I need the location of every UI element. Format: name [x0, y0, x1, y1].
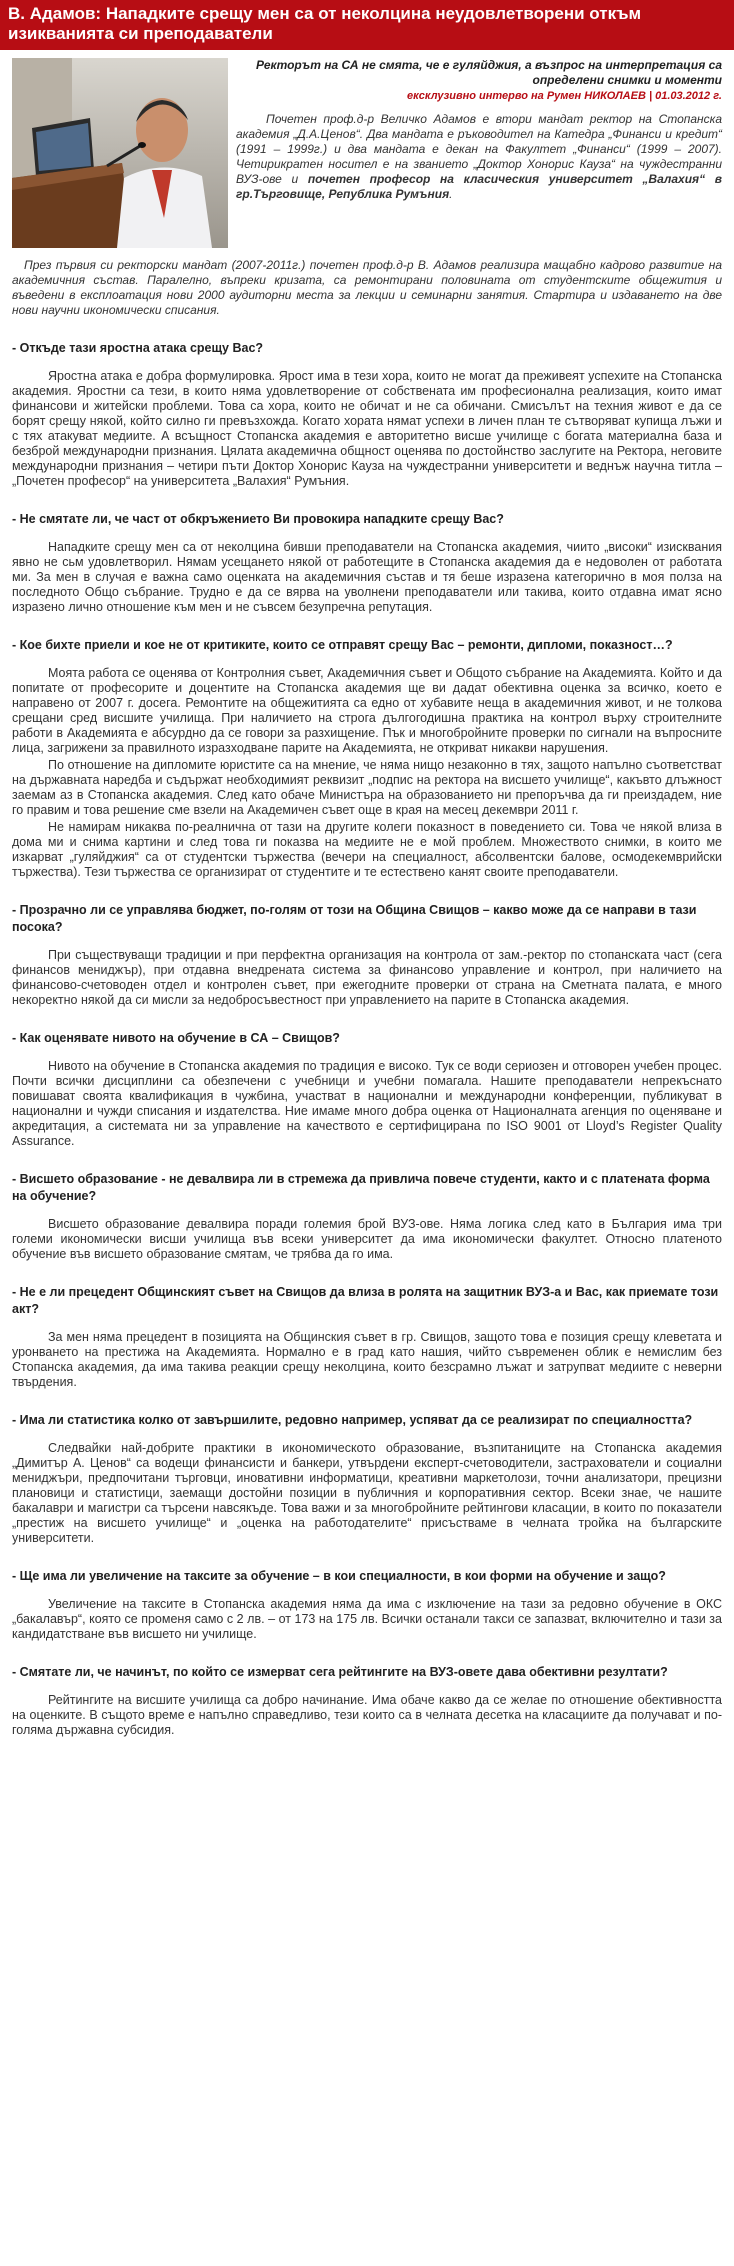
answer-paragraph: Рейтингите на висшите училища са добро начинание. Има обаче какво да се желае по отношение обективността на оценките. В същото време е напълно справедливо, тези които са в челната десетка на класациите да получават и по-голяма държавна субсидия. — [12, 1693, 722, 1737]
rector-photo — [12, 58, 228, 248]
qa-item — [12, 637, 722, 880]
answer-paragraph: При съществуващи традиции и при перфектна организация на контрола от зам.-ректор по стопанската част (сега финансов мениджър), при отдавна внедрената система за финансово управление и контрол, при наличието на финансово-счетоводен отдел и контролен съвет, при ежегодните проверки от страна на Сметната палата, е много некоректно някой да си мисли за недобросъвестност при управлението на парите в Стопанска академия. — [12, 948, 722, 1007]
interview-answer — [12, 948, 722, 1008]
interview-question: - Ще има ли увеличение на таксите за обучение – в кои специалности, в кои форми на обучение и защо? — [12, 1569, 666, 1583]
intro-text-bold: почетен професор на класическия университет „Валахия“ в гр.Търговище, Република Румъния — [236, 172, 723, 201]
article-title: В. Адамов: Нападките срещу мен са от неколцина неудовлетворени откъм изикванията си преподаватели — [0, 0, 734, 50]
qa-item — [12, 340, 722, 489]
rector-photo-illustration — [12, 58, 228, 248]
answer-paragraph: Моята работа се оценява от Контролния съвет, Академичния съвет и Общото събрание на Академията. Който и да попитате от професорите и доцентите на Стопанска академия ще ви дадат обективна оценка за всичко, което е направено от 2007 г. досега. Ремонтите на общежитията са едно от хубавите неща в академичния живот, и не толкова срещани сред висшите училища. При наличието на строга дългогодишна практика на контрол върху строителните работи в Академията е абсурдно да се говори за разхищение. Пък и многобройните проверки по сигнали на въпросните лица, загрижени за правилното изразходване парите на Академията, не откриват никакви нарушения. — [12, 666, 722, 755]
interview-answer — [12, 1693, 722, 1738]
qa-item — [12, 511, 722, 615]
intro-text-end: . — [449, 187, 453, 201]
qa-item — [12, 1568, 722, 1642]
answer-paragraph: Нивото на обучение в Стопанска академия по традиция е високо. Тук се води сериозен и отговорен учебен процес. Почти всички дисциплини са обезпечени с учебници и учебни помагала. Нашите преподаватели непрекъснато повишават своята квалификация в чужбина, участват в национални и международни конференции, публикуват в национални и чужди списания и издателства. Ние имаме много добра оценка от Националната агенция по оценяване и акредитация, а системата ни за управление на качеството е сертифицирана по ISO 9001 от Lloyd’s Register Quality Assurance. — [12, 1059, 722, 1148]
answer-paragraph: По отношение на дипломите юристите са на мнение, че няма нищо незаконно в тях, защото напълно съответстват на държавната наредба и съдържат необходимият реквизит „подпис на ректора на висшето училище“, какъвто длъжност заемам аз в Стопанска академия. След като обаче Министъра на образованието ни препоръчва да ги преиздадем, ние го правим и това решение сме взели на Академичен съвет още в края на месец декември 2011 г. — [12, 758, 722, 817]
qa-item — [12, 1284, 722, 1390]
interview-answer — [12, 666, 722, 880]
intro-text-start: Почетен проф.д-р Величко Адамов е втори мандат ректор на Стопанска академия „Д.А.Ценов“. Два мандата е ръководител на Катедра „Финанси и кредит“ (1991 – 1999г.) и два мандата е декан на Факултет „Финанси“ (1999 – 2007). Четирикратен носител е на званието „Доктор Хонорис Кауза“ на чуждестранни ВУЗ-ове и — [236, 112, 722, 186]
interview-question: - Не смятате ли, че част от обкръжението Ви провокира нападките срещу Вас? — [12, 512, 504, 526]
answer-paragraph: Следвайки най-добрите практики в икономическото образование, възпитаниците на Стопанска академия „Димитър А. Ценов“ са водещи финансисти и банкери, утвърдени експерт-счетоводители, застрахователи и социални мениджъри, предпочитани търговци, иновативни информатици, креативни маркетолози, точни анализатори, прецизни плановици и статистици, заемащи достойни позиции в публичния и корпоративния сектор. Всеки знае, че нашите бакалаври и магистри са търсени навсякъде. Това важи и за многобройните рейтингови класации, в които по показатели „престиж на висшето училище“ и „оценка на работодателите“ присъстваме в челната тройка на българските университети. — [12, 1441, 722, 1545]
interview-answer — [12, 369, 722, 489]
qa-item — [12, 1412, 722, 1546]
qa-item — [12, 1030, 722, 1149]
interview-answer — [12, 1597, 722, 1642]
interview-question: - Откъде тази яростна атака срещу Вас? — [12, 341, 264, 355]
article-body — [0, 50, 734, 1738]
qa-item — [12, 902, 722, 1008]
answer-paragraph: За мен няма прецедент в позицията на Общинския съвет в гр. Свищов, защото това е позиция срещу клеветата и уронването на престижа на Академията. Нормално е в град като нашия, чийто съвременен облик е немислим без Стопанска академия, да има такива реакции срещу неколцина, които безсрамно лъжат и затрупват медиите с неверни твърдения. — [12, 1330, 722, 1389]
qa-item — [12, 1664, 722, 1738]
interview-qa — [12, 340, 722, 1738]
interview-question: - Не е ли прецедент Общинският съвет на Свищов да влиза в ролята на защитник ВУЗ-а и Вас, как приемате този акт? — [12, 1285, 719, 1316]
answer-paragraph: Увеличение на таксите в Стопанска академия няма да има с изключение на тази за редовно обучение в ОКС „бакалавър“, която се променя само с 2 лв. – от 173 на 175 лв. Всички останали такси се запазват, включително и тази за кандидатстване във висшето ни училище. — [12, 1597, 722, 1641]
interview-question: - Кое бихте приели и кое не от критиките, които се отправят срещу Вас – ремонти, дипломи, показност…? — [12, 638, 673, 652]
interview-question: - Прозрачно ли се управлява бюджет, по-голям от този на Община Свищов – какво може да се направи в тази посока? — [12, 903, 697, 934]
interview-answer — [12, 1217, 722, 1262]
interview-question: - Висшето образование - не девалвира ли в стремежа да привлича повече студенти, както и с платената форма на обучение? — [12, 1172, 710, 1203]
article-lead: Ректорът на СА не смята, че е гуляйджия, а възпрос на интерпретация са определени снимки и моменти — [255, 58, 722, 87]
answer-paragraph: Висшето образование девалвира поради големия брой ВУЗ-ове. Няма логика след като в България има три големи икономически висши училища във всеки университет да има икономически факултет. Относно платеното обучение във висшето образование смятам, че трябва да го има. — [12, 1217, 722, 1261]
interview-answer — [12, 1330, 722, 1390]
interview-answer — [12, 540, 722, 615]
interview-answer — [12, 1441, 722, 1546]
article-header-block — [12, 58, 722, 258]
answer-paragraph: Не намирам никаква по-реалнична от тази на другите колеги показност в поведението си. Това че някой влиза в дома ми и снима картини и след това ги показва на медиите не е мой проблем. Множеството снимки, в които ме изкарват „гуляйджия“ са от студентски тържества (вечери на специалност, абсолвентски балове, осмодекемврийски тържества). Тези тържества се организират от студентите и те естествено канят своите преподаватели. — [12, 820, 722, 879]
interview-answer — [12, 1059, 722, 1149]
interview-question: - Смятате ли, че начинът, по който се измерват сега рейтингите на ВУЗ-овете дава обективни резултати? — [12, 1665, 668, 1679]
answer-paragraph: Нападките срещу мен са от неколцина бивши преподаватели на Стопанска академия, чиито „високи“ изисквания явно не сьм удовлетворил. Нямам усещането някой от работещите в Стопанска академия да е недоволен от работата ми. За мен в случая е важна само оценката на академичния състав и тя беше изразена категорично в моя полза на последното Общо събрание. Трудно е да се вярва на уволнени преподаватели или такива, които отдавна имат ясно изразено лично отношение към мен и не съвсем безупречна репутация. — [12, 540, 722, 614]
article-byline: ексклузивно интерво на Румен НИКОЛАЕВ | 01.03.2012 г. — [407, 90, 722, 102]
qa-item — [12, 1171, 722, 1262]
interview-question: - Как оценявате нивото на обучение в СА – Свищов? — [12, 1031, 340, 1045]
interview-question: - Има ли статистика колко от завършилите, редовно например, успяват да се реализират по специалността? — [12, 1413, 693, 1427]
answer-paragraph: Яростна атака е добра формулировка. Ярост има в тези хора, които не могат да преживеят успехите на Стопанска академия. Яростни са тези, в които няма удовлетворение от собствената им професионална реализация, които имат финансови и житейски проблеми. Това са хора, които не обичат и не са обичани. Смисълът на техния живот е да се борят срещу някой, който силно ги превъзхожда. Когато хората нямат успехи в личен план те сътворяват купища лъжи и с тях атакуват медиите. А всъщност Стопанска академия е авторитетно висше училище с богата материална база и безброй международни признания. Цялата академична общност оценява по достойнство заслугите на Ректора, неговите международни признания – четири пъти Доктор Хонорис Кауза на чуждестранни университети и веднъж научна титла – „Почетен професор“ на университета „Валахия“ Румъния. — [12, 369, 722, 488]
article-intro-continued: През първия си ректорски мандат (2007-2011г.) почетен проф.д-р В. Адамов реализира мащабно кадрово развитие на академичния състав. Паралелно, въпреки кризата, са ремонтирани половината от студентските общежития и въведени в експлоатация нови 2000 аудиторни места за лекции и семинарни занятия. Стартира и издаването на две нови научни икономически списания. — [12, 258, 722, 317]
